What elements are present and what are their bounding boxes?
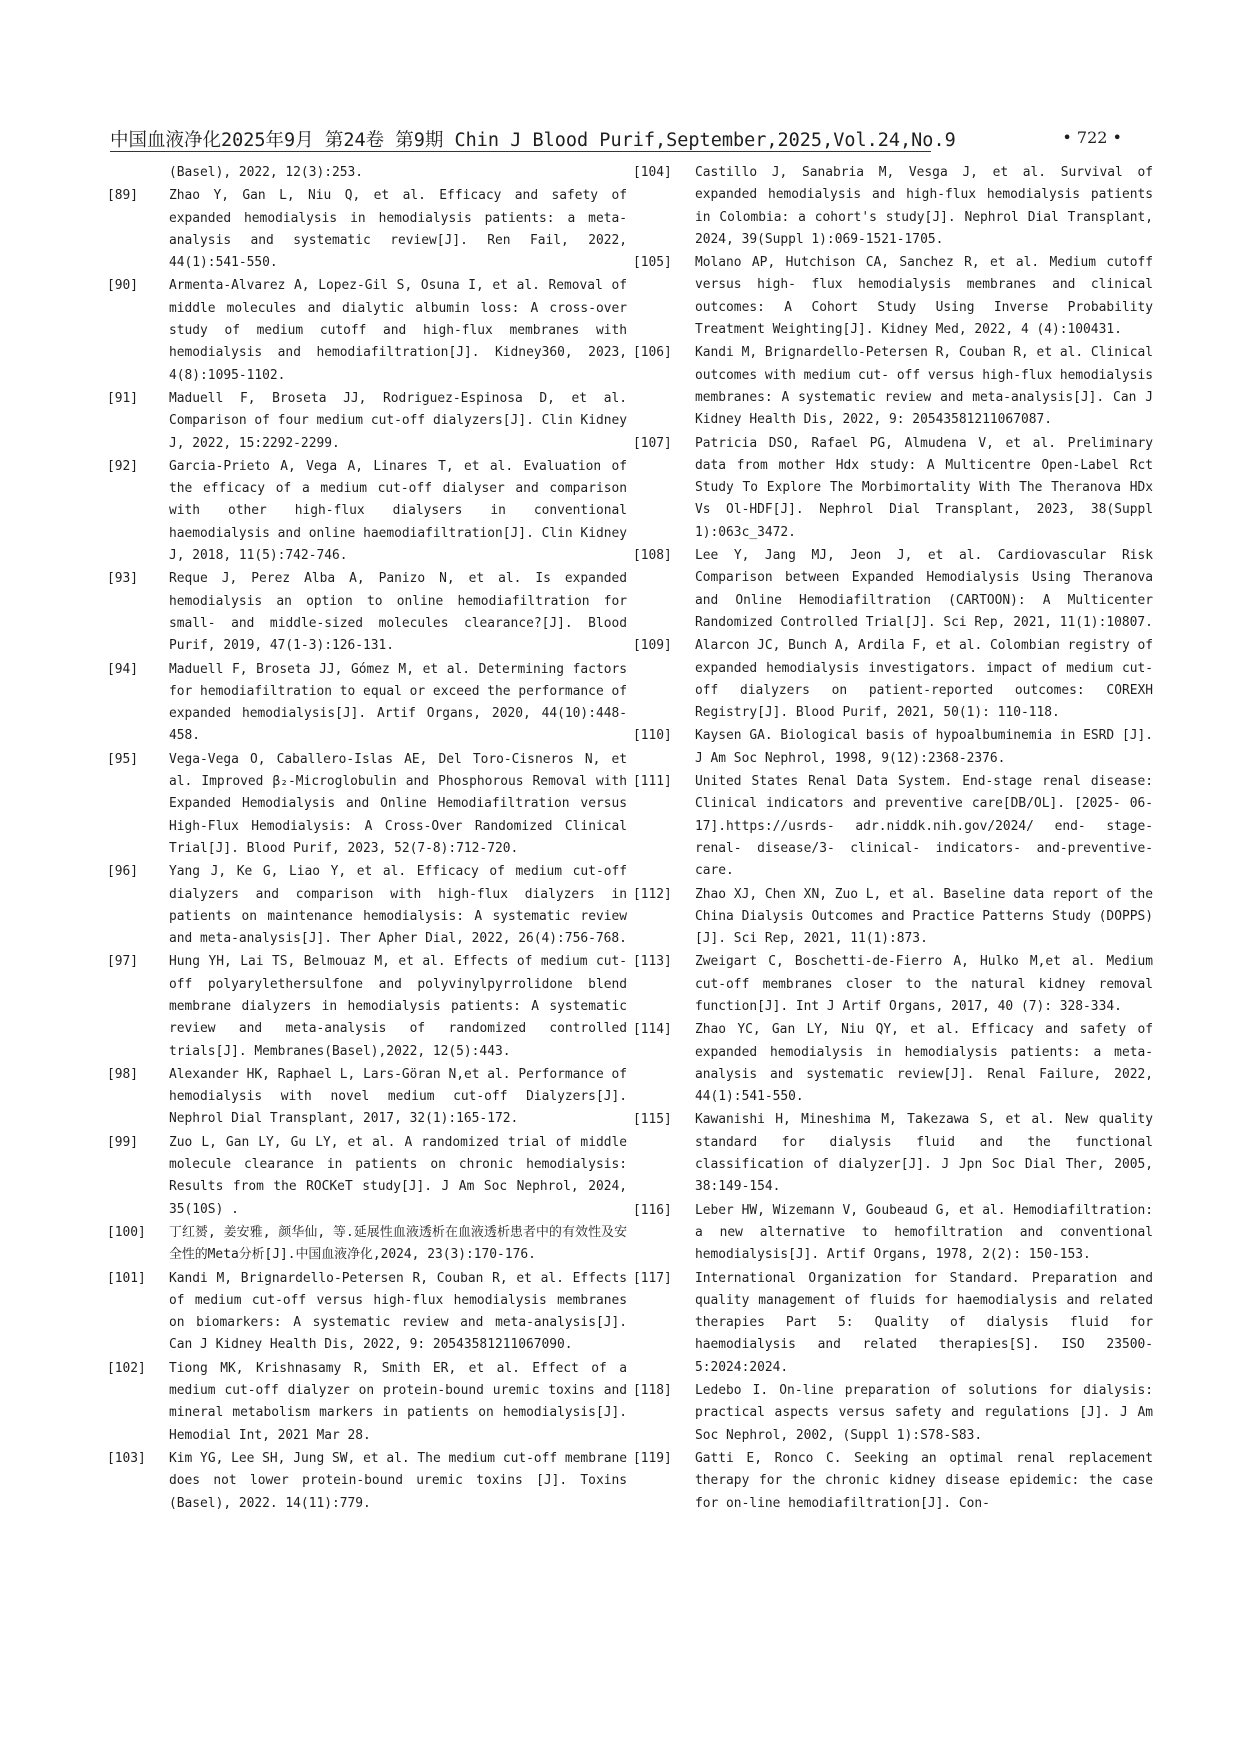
reference-item bbox=[107, 951, 627, 1062]
reference-number: [102] bbox=[107, 1360, 146, 1376]
reference-text: 丁红赟, 姜安雅, 颜华仙, 等.延展性血液透析在血液透析患者中的有效性及安全性的Meta分析[J].中国血液净化,2024, 23(3):170-176. bbox=[169, 1224, 627, 1263]
reference-number: [105] bbox=[633, 255, 672, 271]
reference-text: Kawanishi H, Mineshima M, Takezawa S, et al. New quality standard for dialysis fluid and the functional classification of dialyzer[J]. J Jpn Soc Dial Ther, 2005, 38:149-154. bbox=[695, 1112, 1153, 1195]
reference-item bbox=[107, 659, 627, 748]
reference-item bbox=[633, 1019, 1153, 1108]
reference-item bbox=[107, 861, 627, 950]
reference-number: [99] bbox=[107, 1134, 139, 1150]
reference-item bbox=[107, 1222, 627, 1267]
reference-text: Maduell F, Broseta JJ, Rodriguez-Espinosa D, et al. Comparison of four medium cut-off dialyzers[J]. Clin Kidney J, 2022, 15:2292-2299. bbox=[169, 390, 627, 451]
reference-number: [114] bbox=[633, 1022, 672, 1038]
reference-number: [93] bbox=[107, 571, 139, 587]
reference-item bbox=[107, 456, 627, 567]
reference-text: Ledebo I. On-line preparation of solutions for dialysis: practical aspects versus safety and regulations [J]. J Am Soc Nephrol, 2002, (Suppl 1):S78-S83. bbox=[695, 1383, 1153, 1443]
reference-item bbox=[107, 1132, 627, 1221]
reference-number: [104] bbox=[633, 165, 672, 180]
reference-text: Alexander HK, Raphael L, Lars-Göran N,et al. Performance of hemodialysis with novel medium cut-off Dialyzers[J]. Nephrol Dial Transplant, 2017, 32(1):165-172. bbox=[169, 1066, 627, 1127]
reference-number: [91] bbox=[107, 390, 139, 406]
page-header bbox=[110, 126, 1122, 152]
reference-number: [100] bbox=[107, 1224, 146, 1240]
reference-number: [90] bbox=[107, 278, 139, 294]
reference-item bbox=[107, 1448, 627, 1515]
reference-text: Zhao YC, Gan LY, Niu QY, et al. Efficacy and safety of expanded hemodialysis in hemodialysis patients: a meta-analysis and systematic review[J]. Renal Failure, 2022, 44(1):541-550. bbox=[695, 1022, 1153, 1105]
reference-number: [118] bbox=[633, 1383, 672, 1399]
reference-number: [115] bbox=[633, 1112, 672, 1128]
journal-citation: 中国血液净化2025年9月 第24卷 第9期 Chin J Blood Purif,September,2025,Vol.24,No.9 bbox=[110, 130, 956, 151]
reference-number: [116] bbox=[633, 1202, 672, 1218]
reference-text: Alarcon JC, Bunch A, Ardila F, et al. Colombian registry of expanded hemodialysis investigators. impact of medium cut-off dialyzers on patient-reported outcomes: COREXH Registry[J]. Blood Purif, 2021, 50(1): 110-118. bbox=[695, 638, 1153, 721]
reference-item bbox=[633, 1109, 1153, 1198]
reference-text: Lee Y, Jang MJ, Jeon J, et al. Cardiovascular Risk Comparison between Expanded Hemodialysis Using Theranova and Online Hemodiafiltration (CARTOON): A Multicenter Randomized Controlled Trial[J]. Sci Rep, 2021, 11(1):10807. bbox=[695, 548, 1153, 630]
reference-item bbox=[633, 635, 1153, 724]
reference-item bbox=[633, 951, 1153, 1018]
reference-number: [98] bbox=[107, 1066, 139, 1082]
reference-text: Zweigart C, Boschetti-de-Fierro A, Hulko M,et al. Medium cut-off membranes closer to the natural kidney removal function[J]. Int J Artif Organs, 2017, 40 (7): 328-334. bbox=[695, 954, 1153, 1014]
reference-item bbox=[107, 275, 627, 386]
reference-text: Kim YG, Lee SH, Jung SW, et al. The medium cut-off membrane does not lower protein-bound uremic toxins [J]. Toxins (Basel), 2022. 14(11):779. bbox=[169, 1450, 627, 1511]
reference-continuation bbox=[107, 162, 627, 184]
reference-text: Patricia DSO, Rafael PG, Almudena V, et al. Preliminary data from mother Hdx study: A Multicentre Open-Label Rct Study To Explore The Morbimortality With The Theranova HDx Vs Ol-HDF[J]. Nephrol Dial Transplant, 2023, 38(Suppl 1):063c_3472. bbox=[695, 435, 1153, 540]
reference-item bbox=[107, 1064, 627, 1131]
reference-number: [110] bbox=[633, 728, 672, 744]
reference-number: [92] bbox=[107, 458, 139, 474]
reference-item bbox=[633, 433, 1153, 544]
reference-item bbox=[107, 1268, 627, 1357]
reference-number: [95] bbox=[107, 751, 139, 767]
reference-item bbox=[633, 771, 1153, 882]
reference-text: Kaysen GA. Biological basis of hypoalbuminemia in ESRD [J]. J Am Soc Nephrol, 1998, 9(12):2368-2376. bbox=[695, 728, 1153, 766]
reference-column-right bbox=[633, 162, 1153, 1516]
reference-number: [111] bbox=[633, 774, 672, 790]
reference-number: [106] bbox=[633, 345, 672, 361]
reference-item bbox=[107, 568, 627, 657]
reference-number: [96] bbox=[107, 864, 139, 880]
reference-item bbox=[633, 1268, 1153, 1379]
reference-text: Tiong MK, Krishnasamy R, Smith ER, et al. Effect of a medium cut-off dialyzer on protein-bound uremic toxins and mineral metabolism markers in patients on hemodialysis[J]. Hemodial Int, 2021 Mar 28. bbox=[169, 1360, 627, 1443]
reference-text: Kandi M, Brignardello-Petersen R, Couban R, et al. Clinical outcomes with medium cut- off versus high-flux hemodialysis membranes: A systematic review and meta-analysis[J]. Can J Kidney Health Dis, 2022, 9: 20543581211067087. bbox=[695, 345, 1153, 428]
page-number: • 722 • bbox=[1062, 128, 1122, 147]
reference-text: Zuo L, Gan LY, Gu LY, et al. A randomized trial of middle molecule clearance in patients on chronic hemodialysis: Results from the ROCKeT study[J]. J Am Soc Nephrol, 2024, 35(10S) . bbox=[169, 1134, 627, 1217]
reference-number: [94] bbox=[107, 661, 139, 677]
reference-text: Vega-Vega O, Caballero-Islas AE, Del Toro-Cisneros N, et al. Improved β₂-Microglobulin and Phosphorous Removal with Expanded Hemodialysis and Online Hemodiafiltration versus High-Flux Hemodialysis: A Cross-Over Randomized Clinical Trial[J]. Blood Purif, 2023, 52(7-8):712-720. bbox=[169, 751, 627, 856]
reference-text: (Basel), 2022, 12(3):253. bbox=[169, 165, 364, 180]
reference-item bbox=[107, 749, 627, 860]
reference-number: [119] bbox=[633, 1450, 672, 1466]
reference-text: Garcia-Prieto A, Vega A, Linares T, et al. Evaluation of the efficacy of a medium cut-off dialyser and comparison with other high-flux dialysers in conventional haemodialysis and online haemodiafiltration[J]. Clin Kidney J, 2018, 11(5):742-746. bbox=[169, 458, 627, 564]
reference-number: [113] bbox=[633, 954, 672, 970]
reference-text: Yang J, Ke G, Liao Y, et al. Efficacy of medium cut-off dialyzers and comparison with high-flux dialyzers in patients on maintenance hemodialysis: A systematic review and meta-analysis[J]. Ther Apher Dial, 2022, 26(4):756-768. bbox=[169, 864, 627, 947]
reference-number: [112] bbox=[633, 886, 672, 902]
reference-item bbox=[633, 725, 1153, 770]
reference-text: Kandi M, Brignardello-Petersen R, Couban R, et al. Effects of medium cut-off versus high-flux hemodialysis membranes on biomarkers: A systematic review and meta-analysis[J]. Can J Kidney Health Dis, 2022, 9: 20543581211067090. bbox=[169, 1270, 627, 1353]
reference-number: [107] bbox=[633, 435, 672, 451]
reference-text: Hung YH, Lai TS, Belmouaz M, et al. Effects of medium cut- off polyarylethersulfone and polyvinylpyrrolidone blend membrane dialyzers in hemodialysis patients: A systematic review and meta-analysis of randomized controlled trials[J]. Membranes(Basel),2022, 12(5):443. bbox=[169, 954, 627, 1059]
reference-text: Molano AP, Hutchison CA, Sanchez R, et al. Medium cutoff versus high- flux hemodialysis membranes and clinical outcomes: A Cohort Study Using Inverse Probability Treatment Weighting[J]. Kidney Med, 2022, 4 (4):100431. bbox=[695, 255, 1153, 338]
reference-text: Gatti E, Ronco C. Seeking an optimal renal replacement therapy for the chronic kidney disease epidemic: the case for on-line hemodiafiltration[J]. Con- bbox=[695, 1450, 1153, 1511]
reference-text: Zhao Y, Gan L, Niu Q, et al. Efficacy and safety of expanded hemodialysis in hemodialysis patients: a meta- analysis and systematic review[J]. Ren Fail, 2022, 44(1):541-550. bbox=[169, 188, 627, 271]
reference-text: Maduell F, Broseta JJ, Gómez M, et al. Determining factors for hemodiafiltration to equal or exceed the performance of expanded hemodialysis[J]. Artif Organs, 2020, 44(10):448-458. bbox=[169, 661, 627, 744]
reference-item bbox=[633, 252, 1153, 341]
reference-number: [109] bbox=[633, 638, 672, 654]
reference-text: Reque J, Perez Alba A, Panizo N, et al. Is expanded hemodialysis an option to online hemodiafiltration for small- and middle-sized molecules clearance?[J]. Blood Purif, 2019, 47(1-3):126-131. bbox=[169, 571, 627, 654]
reference-item bbox=[633, 1448, 1153, 1515]
reference-item bbox=[633, 545, 1153, 634]
reference-text: International Organization for Standard. Preparation and quality management of fluids for haemodialysis and related therapies Part 5: Quality of dialysis fluid for haemodialysis and related therapies[S]. ISO 23500-5:2024:2024. bbox=[695, 1270, 1153, 1375]
reference-item bbox=[107, 185, 627, 274]
reference-item bbox=[107, 388, 627, 455]
reference-text: Castillo J, Sanabria M, Vesga J, et al. Survival of expanded hemodialysis and high-flux hemodialysis patients in Colombia: a cohort's study[J]. Nephrol Dial Transplant, 2024, 39(Suppl 1):069-1521-1705. bbox=[695, 165, 1153, 247]
reference-item bbox=[633, 884, 1153, 951]
reference-item bbox=[633, 162, 1153, 251]
reference-item bbox=[633, 342, 1153, 431]
reference-item bbox=[107, 1358, 627, 1447]
reference-number: [101] bbox=[107, 1270, 146, 1286]
reference-number: [97] bbox=[107, 954, 139, 970]
reference-item bbox=[633, 1380, 1153, 1447]
reference-column-left bbox=[107, 162, 627, 1516]
reference-item bbox=[633, 1200, 1153, 1267]
reference-number: [108] bbox=[633, 548, 672, 564]
reference-number: [89] bbox=[107, 188, 139, 204]
reference-number: [103] bbox=[107, 1450, 146, 1466]
reference-text: United States Renal Data System. End-stage renal disease: Clinical indicators and preventive care[DB/OL]. [2025- 06- 17].https://usrds- adr.niddk.nih.gov/2024/ end- stage- renal- disease/3- clinical- indicators- and-preventive-care. bbox=[695, 774, 1153, 879]
reference-text: Zhao XJ, Chen XN, Zuo L, et al. Baseline data report of the China Dialysis Outcomes and Practice Patterns Study (DOPPS) [J]. Sci Rep, 2021, 11(1):873. bbox=[695, 886, 1153, 947]
reference-text: Leber HW, Wizemann V, Goubeaud G, et al. Hemodiafiltration: a new alternative to hemofiltration and conventional hemodialysis[J]. Artif Organs, 1978, 2(2): 150-153. bbox=[695, 1202, 1153, 1263]
header-rule bbox=[110, 151, 931, 152]
reference-text: Armenta-Alvarez A, Lopez-Gil S, Osuna I, et al. Removal of middle molecules and dialytic albumin loss: A cross-over study of medium cutoff and high-flux membranes with hemodialysis and hemodiafiltration[J]. Kidney360, 2023, 4(8):1095-1102. bbox=[169, 278, 627, 383]
reference-number: [117] bbox=[633, 1270, 672, 1286]
